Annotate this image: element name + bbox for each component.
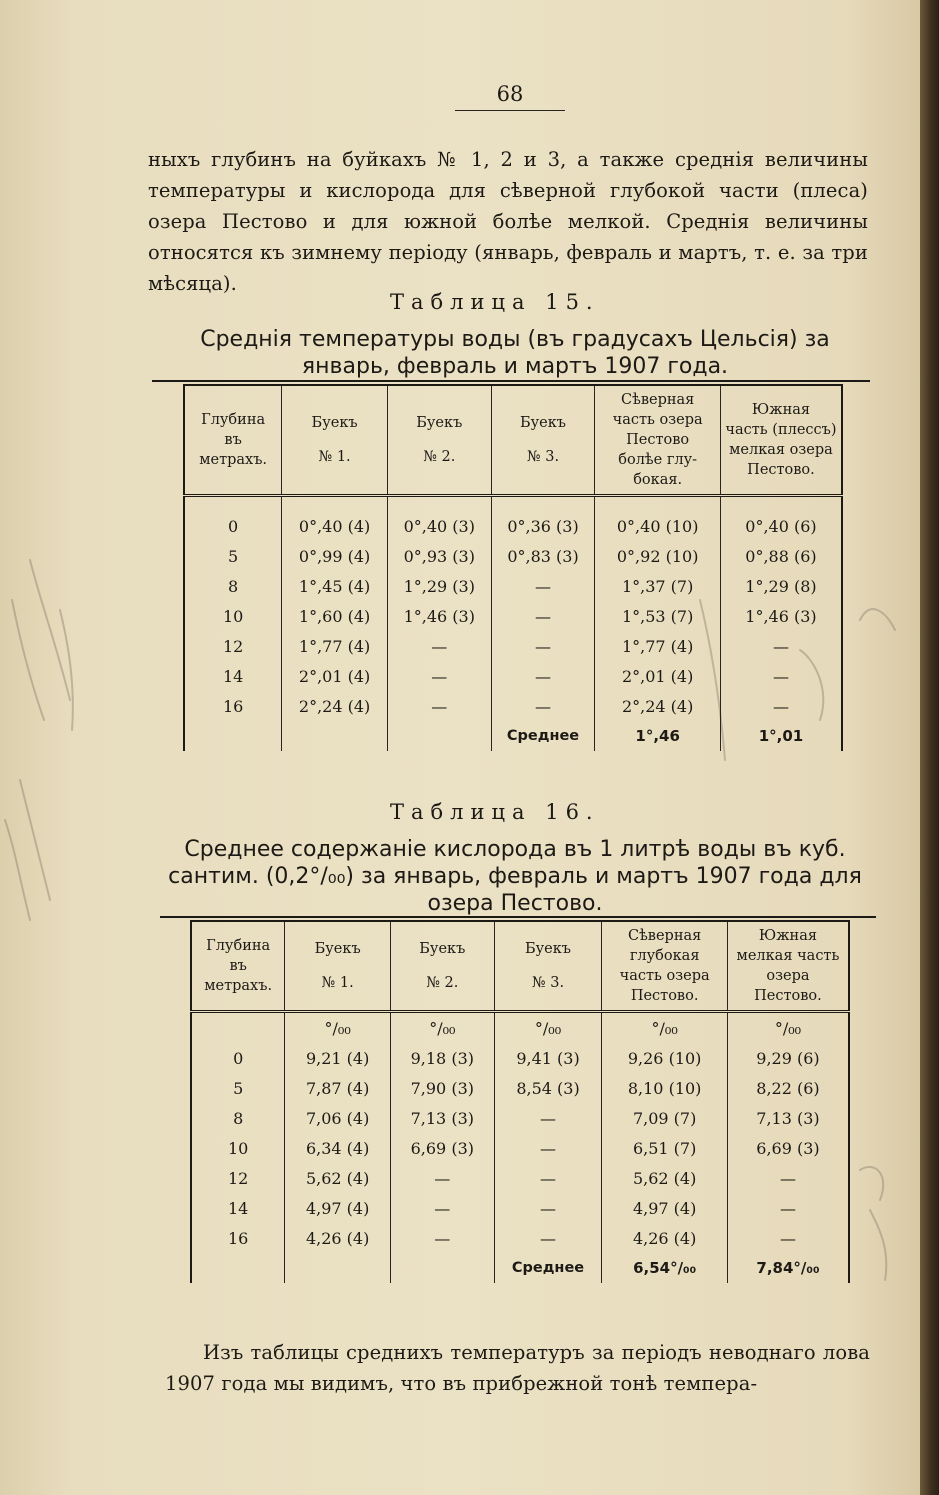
cell-depth: 14 — [191, 1193, 285, 1223]
header-north — [602, 921, 728, 1012]
average-north: 6,54°/₀₀ — [602, 1253, 728, 1283]
cell-buoy3: — — [494, 1193, 602, 1223]
cell-buoy2: — — [390, 1223, 494, 1253]
cell-buoy1: 2°,01 (4) — [282, 661, 388, 691]
cell-north: 1°,77 (4) — [595, 631, 721, 661]
table16-title: Таблица 16. — [390, 800, 600, 824]
cell-south: — — [727, 1193, 849, 1223]
table-row — [191, 1133, 849, 1163]
cell-depth: 14 — [184, 661, 282, 691]
header-line: № 1. — [321, 975, 354, 991]
cell-empty — [282, 721, 388, 751]
cell-depth: 12 — [184, 631, 282, 661]
cell-buoy3: — — [491, 691, 595, 721]
cell-south: 9,29 (6) — [727, 1043, 849, 1073]
header-line: Глубина — [201, 412, 266, 428]
cell-depth: 8 — [191, 1103, 285, 1133]
unit-label: °/₀₀ — [727, 1012, 849, 1044]
header-north — [595, 385, 721, 496]
table-row — [184, 601, 842, 631]
cell-buoy3: — — [494, 1223, 602, 1253]
header-line: часть озера — [619, 968, 710, 984]
table15-title: Таблица 15. — [390, 290, 600, 314]
header-line: № 2. — [426, 975, 459, 991]
average-north: 1°,46 — [595, 721, 721, 751]
table16-top-rule — [160, 916, 876, 918]
header-depth — [191, 921, 285, 1012]
cell-buoy2: 1°,46 (3) — [387, 601, 491, 631]
cell-buoy1: 1°,45 (4) — [282, 571, 388, 601]
cell-buoy2: — — [387, 661, 491, 691]
table15-average-row — [184, 721, 842, 751]
cell-north: 9,26 (10) — [602, 1043, 728, 1073]
header-buoy2 — [387, 385, 491, 496]
table-row — [191, 1223, 849, 1253]
average-label: Среднее — [491, 721, 595, 751]
cell-north: 0°,40 (10) — [595, 496, 721, 542]
header-line: Сѣверная — [627, 928, 702, 944]
cell-north: 8,10 (10) — [602, 1073, 728, 1103]
cell-buoy2: — — [390, 1193, 494, 1223]
cell-empty — [285, 1253, 391, 1283]
cell-buoy3: 0°,83 (3) — [491, 541, 595, 571]
unit-label: °/₀₀ — [494, 1012, 602, 1044]
header-line: Сѣверная — [621, 392, 695, 408]
header-line: Пестово. — [754, 988, 822, 1004]
cell-buoy2: — — [387, 631, 491, 661]
cell-depth: 8 — [184, 571, 282, 601]
header-line: въ — [229, 958, 247, 974]
unit-row — [191, 1012, 849, 1044]
average-label: Среднее — [494, 1253, 602, 1283]
table-row — [191, 1043, 849, 1073]
table-row — [184, 541, 842, 571]
cell-buoy2: 7,13 (3) — [390, 1103, 494, 1133]
header-line: № 3. — [531, 975, 565, 991]
cell-buoy3: 9,41 (3) — [494, 1043, 602, 1073]
cell-buoy3: 8,54 (3) — [494, 1073, 602, 1103]
header-line: мелкая часть — [736, 948, 840, 964]
header-line: Южная — [751, 402, 811, 418]
cell-buoy1: 2°,24 (4) — [282, 691, 388, 721]
cell-buoy1: 9,21 (4) — [285, 1043, 391, 1073]
cell-north: 1°,53 (7) — [595, 601, 721, 631]
cell-buoy1: 4,26 (4) — [285, 1223, 391, 1253]
cell-depth: 5 — [184, 541, 282, 571]
header-line: Глубина — [206, 938, 271, 954]
cell-depth: 10 — [184, 601, 282, 631]
header-line: Буекъ — [519, 415, 567, 431]
cell-south: 8,22 (6) — [727, 1073, 849, 1103]
cell-south: 1°,29 (8) — [720, 571, 842, 601]
cell-buoy1: 7,87 (4) — [285, 1073, 391, 1103]
cell-buoy1: 0°,99 (4) — [282, 541, 388, 571]
header-buoy3 — [494, 921, 602, 1012]
cell-empty — [387, 721, 491, 751]
cell-buoy1: 1°,60 (4) — [282, 601, 388, 631]
cell-depth: 10 — [191, 1133, 285, 1163]
table-row — [191, 1163, 849, 1193]
cell-buoy2: 7,90 (3) — [390, 1073, 494, 1103]
cell-buoy3: — — [494, 1103, 602, 1133]
header-line: глубокая — [629, 948, 700, 964]
header-line: Буекъ — [524, 941, 572, 957]
header-line: Буекъ — [311, 415, 358, 431]
table-row — [191, 1103, 849, 1133]
intro-paragraph — [148, 144, 868, 299]
cell-south: — — [720, 691, 842, 721]
cell-empty — [191, 1253, 285, 1283]
cell-depth: 16 — [191, 1223, 285, 1253]
cell-north: 5,62 (4) — [602, 1163, 728, 1193]
table-row — [191, 1073, 849, 1103]
page-number: 68 — [455, 82, 565, 111]
cell-buoy3: — — [494, 1163, 602, 1193]
table-row — [184, 631, 842, 661]
table-row — [184, 496, 842, 542]
header-line: Пестово. — [747, 462, 815, 478]
table-row — [184, 691, 842, 721]
unit-label: °/₀₀ — [602, 1012, 728, 1044]
cell-north: 7,09 (7) — [602, 1103, 728, 1133]
cell-empty — [390, 1253, 494, 1283]
cell-buoy1: 1°,77 (4) — [282, 631, 388, 661]
header-buoy1 — [285, 921, 391, 1012]
unit-label: °/₀₀ — [390, 1012, 494, 1044]
cell-north: 0°,92 (10) — [595, 541, 721, 571]
table15 — [183, 384, 843, 751]
header-south — [727, 921, 849, 1012]
cell-buoy1: 5,62 (4) — [285, 1163, 391, 1193]
cell-buoy3: — — [491, 631, 595, 661]
header-buoy2 — [390, 921, 494, 1012]
table-row — [184, 571, 842, 601]
cell-south: 0°,88 (6) — [720, 541, 842, 571]
table15-caption: Среднія температуры воды (въ градусахъ Цельсія) за январь, февраль и мартъ 1907 года. — [200, 327, 830, 379]
cell-north: 4,26 (4) — [602, 1223, 728, 1253]
closing-text: Изъ таблицы среднихъ температуръ за періодъ неводнаго лова 1907 года мы видимъ, что въ прибрежной тонѣ темпера- — [165, 1341, 870, 1395]
header-line: метрахъ. — [199, 452, 268, 468]
cell-north: 2°,24 (4) — [595, 691, 721, 721]
cell-south: 6,69 (3) — [727, 1133, 849, 1163]
cell-depth: 5 — [191, 1073, 285, 1103]
cell-buoy2: 1°,29 (3) — [387, 571, 491, 601]
cell-north: 1°,37 (7) — [595, 571, 721, 601]
header-line: Буекъ — [416, 415, 463, 431]
cell-buoy2: 9,18 (3) — [390, 1043, 494, 1073]
header-line: Пестово. — [630, 988, 699, 1004]
header-line: Пестово — [626, 432, 690, 448]
cell-depth: 16 — [184, 691, 282, 721]
table15-header-row — [184, 385, 842, 496]
header-line: часть озера — [612, 412, 703, 428]
cell-buoy3: 0°,36 (3) — [491, 496, 595, 542]
cell-empty — [191, 1012, 285, 1044]
cell-buoy2: — — [390, 1163, 494, 1193]
cell-buoy1: 0°,40 (4) — [282, 496, 388, 542]
header-south — [720, 385, 842, 496]
average-south: 1°,01 — [720, 721, 842, 751]
table16-caption: Среднее содержаніе кислорода въ 1 литрѣ воды въ куб. сантим. (0,2°/₀₀) за январь, февраль и мартъ 1907 года для озера Пестово. — [168, 837, 862, 916]
table16 — [190, 920, 850, 1283]
header-line: болѣе глу- — [618, 452, 698, 468]
header-line: Буекъ — [419, 941, 466, 957]
closing-paragraph — [165, 1337, 870, 1399]
cell-south: 7,13 (3) — [727, 1103, 849, 1133]
header-depth — [184, 385, 282, 496]
cell-buoy2: — — [387, 691, 491, 721]
header-line: озера — [766, 968, 810, 984]
intro-text: ныхъ глубинъ на буйкахъ № 1, 2 и 3, а также среднія величины температуры и кислорода для сѣверной глубокой части (плеса) озера Пестово и для южной болѣе мелкой. Среднія величины относятся къ зимнему періоду (январь, февраль и мартъ, т. е. за три мѣсяца). — [148, 148, 868, 295]
table16-average-row — [191, 1253, 849, 1283]
table15-top-rule — [152, 380, 870, 382]
header-line: мелкая озера — [729, 442, 833, 458]
header-line: въ — [224, 432, 242, 448]
cell-south: 0°,40 (6) — [720, 496, 842, 542]
cell-buoy3: — — [494, 1133, 602, 1163]
cell-buoy1: 4,97 (4) — [285, 1193, 391, 1223]
header-line: Буекъ — [314, 941, 361, 957]
unit-label: °/₀₀ — [285, 1012, 391, 1044]
cell-depth: 0 — [184, 496, 282, 542]
header-buoy1 — [282, 385, 388, 496]
cell-south: — — [727, 1163, 849, 1193]
header-line: часть (плессъ) — [725, 422, 837, 438]
average-south: 7,84°/₀₀ — [727, 1253, 849, 1283]
header-line: № 2. — [423, 449, 456, 465]
header-line: № 1. — [318, 449, 351, 465]
header-line: Южная — [758, 928, 818, 944]
header-line: бокая. — [633, 472, 683, 488]
cell-buoy3: — — [491, 601, 595, 631]
cell-buoy3: — — [491, 571, 595, 601]
header-line: № 3. — [526, 449, 560, 465]
cell-buoy3: — — [491, 661, 595, 691]
cell-depth: 0 — [191, 1043, 285, 1073]
table-row — [184, 661, 842, 691]
cell-empty — [184, 721, 282, 751]
cell-north: 4,97 (4) — [602, 1193, 728, 1223]
table-row — [191, 1193, 849, 1223]
cell-north: 2°,01 (4) — [595, 661, 721, 691]
cell-north: 6,51 (7) — [602, 1133, 728, 1163]
cell-south: — — [720, 631, 842, 661]
cell-south: — — [720, 661, 842, 691]
page-edge — [920, 0, 939, 1495]
cell-depth: 12 — [191, 1163, 285, 1193]
header-line: метрахъ. — [204, 978, 273, 994]
cell-south: 1°,46 (3) — [720, 601, 842, 631]
cell-buoy2: 6,69 (3) — [390, 1133, 494, 1163]
cell-buoy1: 7,06 (4) — [285, 1103, 391, 1133]
table16-header-row — [191, 921, 849, 1012]
cell-buoy2: 0°,93 (3) — [387, 541, 491, 571]
cell-buoy2: 0°,40 (3) — [387, 496, 491, 542]
cell-south: — — [727, 1223, 849, 1253]
header-buoy3 — [491, 385, 595, 496]
cell-buoy1: 6,34 (4) — [285, 1133, 391, 1163]
